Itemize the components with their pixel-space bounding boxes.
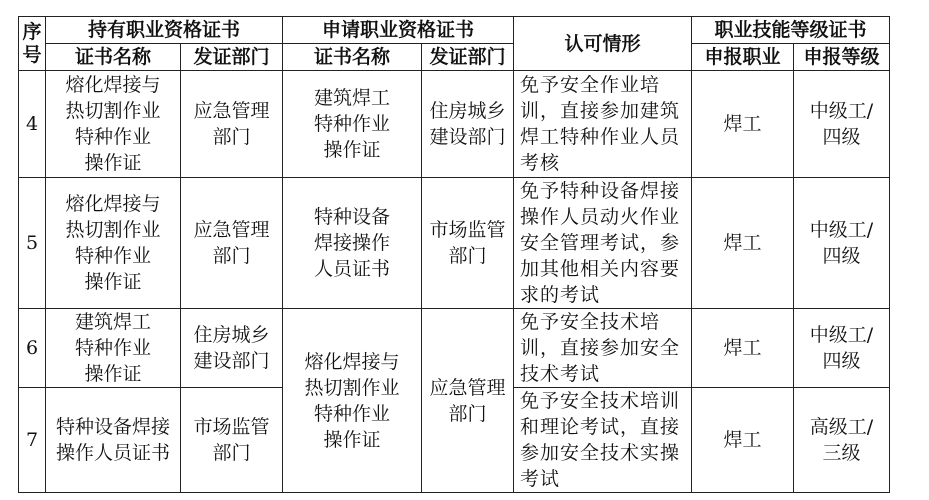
row-seq: 4 <box>19 71 46 178</box>
header-apply-issuer: 发证部门 <box>422 44 514 71</box>
header-cert-name: 证书名称 <box>46 44 181 71</box>
level: 高级工/ 三级 <box>794 388 890 493</box>
held-cert-issuer: 住房城乡 建设部门 <box>181 309 283 388</box>
recognition-text: 免予安全作业培训，直接参加建筑焊工特种作业人员考核 <box>514 71 692 178</box>
header-level: 申报等级 <box>794 44 890 71</box>
header-row-2 <box>19 44 890 71</box>
header-held-cert: 持有职业资格证书 <box>46 17 283 44</box>
occupation: 焊工 <box>692 178 794 309</box>
header-apply-cert: 申请职业资格证书 <box>283 17 514 44</box>
occupation: 焊工 <box>692 309 794 388</box>
apply-cert-issuer: 应急管理 部门 <box>422 309 514 493</box>
held-cert-issuer: 市场监管 部门 <box>181 388 283 493</box>
header-occupation: 申报职业 <box>692 44 794 71</box>
held-cert-issuer: 应急管理 部门 <box>181 178 283 309</box>
apply-cert-name: 特种设备 焊接操作 人员证书 <box>283 178 422 309</box>
row-seq: 7 <box>19 388 46 493</box>
level: 中级工/ 四级 <box>794 71 890 178</box>
held-cert-issuer: 应急管理 部门 <box>181 71 283 178</box>
header-seq: 序号 <box>19 17 46 71</box>
held-cert-name: 特种设备焊接 操作人员证书 <box>46 388 181 493</box>
certificate-table-container <box>18 16 890 493</box>
apply-cert-name: 建筑焊工 特种作业 操作证 <box>283 71 422 178</box>
apply-cert-name: 熔化焊接与 热切割作业 特种作业 操作证 <box>283 309 422 493</box>
held-cert-name: 熔化焊接与 热切割作业 特种作业 操作证 <box>46 71 181 178</box>
held-cert-name: 熔化焊接与 热切割作业 特种作业 操作证 <box>46 178 181 309</box>
recognition-text: 免予安全技术培训和理论考试，直接参加安全技术实操考试 <box>514 388 692 493</box>
header-apply-cert-name: 证书名称 <box>283 44 422 71</box>
occupation: 焊工 <box>692 71 794 178</box>
table-row <box>19 178 890 309</box>
level: 中级工/ 四级 <box>794 309 890 388</box>
row-seq: 5 <box>19 178 46 309</box>
recognition-text: 免予安全技术培训，直接参加安全技术考试 <box>514 309 692 388</box>
held-cert-name: 建筑焊工 特种作业 操作证 <box>46 309 181 388</box>
header-issuer: 发证部门 <box>181 44 283 71</box>
apply-cert-issuer: 市场监管 部门 <box>422 178 514 309</box>
apply-cert-issuer: 住房城乡 建设部门 <box>422 71 514 178</box>
row-seq: 6 <box>19 309 46 388</box>
occupation: 焊工 <box>692 388 794 493</box>
certificate-recognition-table <box>18 16 890 493</box>
recognition-text: 免予特种设备焊接操作人员动火作业安全管理考试，参加其他相关内容要求的考试 <box>514 178 692 309</box>
header-row-1 <box>19 17 890 44</box>
table-row <box>19 309 890 388</box>
table-row <box>19 71 890 178</box>
level: 中级工/ 四级 <box>794 178 890 309</box>
header-skill-level-cert: 职业技能等级证书 <box>692 17 890 44</box>
header-recognition: 认可情形 <box>514 17 692 71</box>
